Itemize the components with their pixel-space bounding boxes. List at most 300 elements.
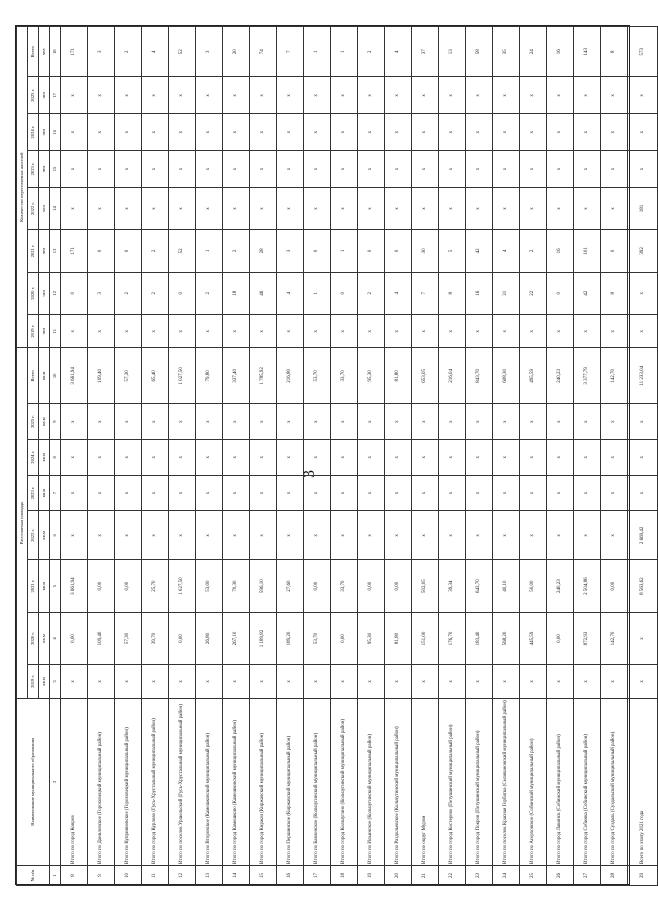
row-number: 9 [88, 865, 115, 885]
table-cell: 0 [358, 230, 385, 272]
table-cell: 1 [304, 272, 331, 314]
header-unit: кв.м [39, 511, 50, 560]
table-cell: х [601, 475, 628, 511]
table-cell: 27,60 [277, 560, 304, 612]
table-cell: 53,70 [304, 348, 331, 404]
table-cell: х [142, 665, 169, 698]
rotated-table-container [16, 26, 645, 886]
table-row [547, 27, 574, 886]
row-number: 12 [169, 865, 196, 885]
table-cell: х [547, 151, 574, 188]
table-cell: 5 [439, 230, 466, 272]
table-cell: х [574, 114, 601, 151]
table-cell: х [493, 404, 520, 440]
table-cell: х [601, 511, 628, 560]
table-cell: 1 [331, 27, 358, 77]
table-cell: х [277, 439, 304, 475]
table-cell: х [358, 511, 385, 560]
table-row [439, 27, 466, 886]
table-cell: х [493, 439, 520, 475]
table-cell: х [277, 665, 304, 698]
column-index: 11 [50, 314, 61, 347]
table-cell: х [493, 151, 520, 188]
table-cell: х [439, 314, 466, 347]
header-year: 2020 г. [28, 612, 39, 664]
table-cell: 0,00 [61, 612, 88, 664]
table-cell: 171 [61, 27, 88, 77]
column-index: 15 [50, 151, 61, 188]
table-cell: х [601, 77, 628, 114]
table-cell: 0 [115, 230, 142, 272]
table-cell: х [358, 665, 385, 698]
municipality-name: Итого по город Костерево (Петушинский муниципальный район) [439, 698, 466, 865]
municipality-name: Итого по город Суздаль (Суздальский муниципальный район) [601, 698, 628, 865]
table-cell: х [439, 404, 466, 440]
table-cell: х [304, 439, 331, 475]
table-cell: х [142, 439, 169, 475]
row-number: 13 [196, 865, 223, 885]
column-index: 17 [50, 77, 61, 114]
table-cell: х [520, 314, 547, 347]
table-cell: 81,80 [385, 612, 412, 664]
table-cell: 568,20 [493, 612, 520, 664]
table-cell: 26,80 [196, 612, 223, 664]
table-cell: х [61, 665, 88, 698]
table-cell: 0,00 [385, 560, 412, 612]
row-number: 17 [304, 865, 331, 885]
row-number: 10 [115, 865, 142, 885]
table-cell: х [169, 151, 196, 188]
table-cell: х [223, 314, 250, 347]
column-index: 18 [50, 27, 61, 77]
table-cell: 20 [223, 27, 250, 77]
table-cell: 240,23 [547, 560, 574, 612]
table-cell: 240,23 [547, 348, 574, 404]
table-cell: 0,00 [115, 560, 142, 612]
header-row-groups [17, 27, 28, 886]
table-cell: х [628, 439, 658, 475]
table-cell: 74 [250, 27, 277, 77]
row-number: 28 [601, 865, 628, 885]
table-cell: х [412, 439, 439, 475]
table-cell: х [61, 511, 88, 560]
table-row [331, 27, 358, 886]
table-cell: х [493, 187, 520, 229]
table-cell: х [115, 404, 142, 440]
table-cell: 2 669,42 [628, 511, 658, 560]
table-cell: х [169, 665, 196, 698]
table-cell: 189,20 [277, 612, 304, 664]
row-number: 23 [466, 865, 493, 885]
table-cell: х [385, 187, 412, 229]
table-cell: 3 661,94 [61, 348, 88, 404]
header-unit: чел [39, 272, 50, 314]
table-row [412, 27, 439, 886]
header-num: № п/п [17, 865, 50, 885]
table-row [115, 27, 142, 886]
table-row [358, 27, 385, 886]
table-cell: 0 [547, 272, 574, 314]
table-cell: х [88, 404, 115, 440]
table-cell: х [169, 77, 196, 114]
table-cell: х [385, 151, 412, 188]
table-cell: х [412, 77, 439, 114]
column-index: 5 [50, 560, 61, 612]
municipality-name: Итого по город Покров (Петушинский муниципальный район) [466, 698, 493, 865]
table-cell: х [601, 187, 628, 229]
column-index: 8 [50, 439, 61, 475]
table-cell: х [142, 404, 169, 440]
table-cell: х [223, 511, 250, 560]
table-cell: 573 [628, 27, 658, 77]
municipality-name: Итого по Второвское (Камешковский муниципальный район) [196, 698, 223, 865]
table-cell: х [331, 665, 358, 698]
table-cell: 0,00 [88, 560, 115, 612]
row-number: 26 [547, 865, 574, 885]
table-cell: х [439, 665, 466, 698]
table-cell: х [574, 187, 601, 229]
table-cell: х [277, 114, 304, 151]
table-cell: 50,00 [520, 560, 547, 612]
table-cell: 643,70 [466, 560, 493, 612]
table-cell: х [358, 439, 385, 475]
table-cell: х [628, 404, 658, 440]
header-area-group: Расселяемая площадь [17, 348, 28, 698]
table-cell: 183,40 [466, 612, 493, 664]
table-cell: х [601, 439, 628, 475]
table-row [169, 27, 196, 886]
row-number: 16 [277, 865, 304, 885]
table-cell: х [628, 612, 658, 664]
table-cell: х [385, 665, 412, 698]
header-year: 2019 г. [28, 665, 39, 698]
table-cell: х [331, 404, 358, 440]
table-cell: х [304, 314, 331, 347]
row-number: 22 [439, 865, 466, 885]
column-index: 3 [50, 665, 61, 698]
table-cell: х [547, 665, 574, 698]
municipality-name: Итого по город Киржач (Киржачский муниципальный район) [250, 698, 277, 865]
table-cell: х [385, 404, 412, 440]
table-cell: 8 [601, 27, 628, 77]
table-cell: х [196, 151, 223, 188]
header-unit: кв.м [39, 665, 50, 698]
table-cell: х [250, 114, 277, 151]
table-cell: х [466, 114, 493, 151]
header-unit: кв.м [39, 348, 50, 404]
table-cell: х [142, 151, 169, 188]
table-cell: 608,30 [493, 348, 520, 404]
table-cell: 81,80 [385, 348, 412, 404]
table-cell: х [196, 187, 223, 229]
table-cell: х [250, 475, 277, 511]
table-cell: 0,00 [358, 560, 385, 612]
table-cell: х [574, 314, 601, 347]
table-cell: х [223, 475, 250, 511]
column-index: 13 [50, 230, 61, 272]
table-cell: х [223, 114, 250, 151]
table-cell: 2 [115, 272, 142, 314]
table-cell: х [304, 77, 331, 114]
table-cell: х [304, 511, 331, 560]
table-cell: х [385, 439, 412, 475]
table-cell: х [250, 511, 277, 560]
table-cell: 42 [574, 272, 601, 314]
table-cell: х [628, 272, 658, 314]
resettlement-table [16, 26, 658, 886]
table-cell: х [115, 187, 142, 229]
table-cell: 216,80 [277, 348, 304, 404]
table-cell: х [412, 114, 439, 151]
table-cell: 70,30 [223, 560, 250, 612]
table-cell: 2 [358, 27, 385, 77]
row-number: 14 [223, 865, 250, 885]
table-cell: х [250, 439, 277, 475]
table-cell: х [331, 187, 358, 229]
header-year: 2019 г. [28, 314, 39, 347]
table-cell: х [547, 77, 574, 114]
table-cell: 151,00 [412, 612, 439, 664]
table-cell: х [169, 114, 196, 151]
table-cell: 653,05 [412, 348, 439, 404]
table-cell: х [385, 114, 412, 151]
table-cell: х [61, 77, 88, 114]
table-cell: х [466, 187, 493, 229]
table-cell: х [358, 475, 385, 511]
table-cell: 171 [61, 230, 88, 272]
table-cell: х [385, 475, 412, 511]
header-unit: чел [39, 187, 50, 229]
table-cell: х [304, 151, 331, 188]
table-cell: 142,70 [601, 612, 628, 664]
table-cell: 3 661,94 [61, 560, 88, 612]
table-cell: х [574, 404, 601, 440]
table-cell: 13 [439, 27, 466, 77]
table-cell: х [574, 475, 601, 511]
header-year: 2025 г. [28, 404, 39, 440]
table-cell: 0 [331, 272, 358, 314]
table-cell: х [196, 665, 223, 698]
table-cell: х [439, 77, 466, 114]
table-cell: х [331, 511, 358, 560]
table-cell: 46 [250, 272, 277, 314]
table-cell: 3 [88, 272, 115, 314]
table-row [304, 27, 331, 886]
table-cell: 0,00 [601, 560, 628, 612]
row-number: 11 [142, 865, 169, 885]
table-cell: х [142, 187, 169, 229]
municipality-name: Итого по Першинское (Киржачский муниципальный район) [277, 698, 304, 865]
table-cell: х [385, 511, 412, 560]
header-year: 2021 г. [28, 230, 39, 272]
table-cell: х [412, 475, 439, 511]
table-cell: 1 [331, 230, 358, 272]
header-year: 2021 г. [28, 560, 39, 612]
table-cell: х [628, 114, 658, 151]
header-unit: кв.м [39, 439, 50, 475]
table-cell: х [358, 404, 385, 440]
header-unit: чел [39, 314, 50, 347]
table-cell: 39,70 [142, 612, 169, 664]
table-cell: х [547, 475, 574, 511]
table-cell: 52 [169, 230, 196, 272]
table-cell: 24 [520, 27, 547, 77]
municipality-name: Итого по город Камешково (Камешковский муниципальный район) [223, 698, 250, 865]
table-cell: 95,30 [358, 612, 385, 664]
table-row [142, 27, 169, 886]
table-cell: х [547, 511, 574, 560]
table-body [61, 27, 658, 886]
table-cell: х [142, 511, 169, 560]
table-cell: 109,40 [88, 612, 115, 664]
municipality-name: Итого по Раздольевское (Кольчугинский муниципальный район) [385, 698, 412, 865]
table-cell: х [115, 77, 142, 114]
table-cell: 58 [466, 27, 493, 77]
table-cell: х [574, 151, 601, 188]
table-cell: х [304, 665, 331, 698]
table-cell: х [466, 439, 493, 475]
table-header [17, 27, 61, 886]
table-cell: х [331, 77, 358, 114]
table-cell: 216,04 [439, 348, 466, 404]
header-unit: кв.м [39, 612, 50, 664]
page-number: 3 [301, 470, 318, 478]
table-cell: х [88, 475, 115, 511]
table-cell: х [88, 187, 115, 229]
table-cell: х [277, 475, 304, 511]
table-cell: х [412, 511, 439, 560]
table-cell: 4 [385, 272, 412, 314]
table-cell: х [439, 151, 466, 188]
table-cell: х [250, 404, 277, 440]
header-unit: чел [39, 77, 50, 114]
table-cell: х [628, 475, 658, 511]
table-cell: х [439, 114, 466, 151]
document-table-scan [15, 25, 645, 885]
table-cell: х [304, 404, 331, 440]
table-cell: х [277, 187, 304, 229]
row-number: 21 [412, 865, 439, 885]
table-cell: х [493, 314, 520, 347]
municipality-name: Итого по город Кольчугино (Кольчугинский муниципальный район) [331, 698, 358, 865]
table-cell: х [385, 314, 412, 347]
table-cell: 0,00 [547, 612, 574, 664]
header-unit: кв.м [39, 560, 50, 612]
table-cell: 11 233,04 [628, 348, 658, 404]
header-year: 2024 г. [28, 114, 39, 151]
column-index: 4 [50, 612, 61, 664]
table-cell: 2 504,86 [574, 560, 601, 612]
header-year: 2022 г. [28, 187, 39, 229]
table-cell: х [115, 114, 142, 151]
table-cell: 109,40 [88, 348, 115, 404]
table-cell: 30 [412, 230, 439, 272]
municipality-name: Всего по этапу 2021 года [628, 698, 658, 865]
table-cell: 0 [385, 230, 412, 272]
table-cell: 176,70 [439, 612, 466, 664]
table-cell: х [277, 314, 304, 347]
header-year: 2022 г. [28, 511, 39, 560]
table-cell: х [223, 665, 250, 698]
table-cell: х [574, 511, 601, 560]
table-cell: х [304, 187, 331, 229]
table-cell: х [520, 151, 547, 188]
table-cell: 0,00 [169, 612, 196, 664]
table-cell: 337,40 [223, 348, 250, 404]
table-cell: х [196, 314, 223, 347]
table-cell: х [628, 314, 658, 347]
municipality-name: Итого по Асерховское (Собинский муниципальный район) [520, 698, 547, 865]
table-cell: 0 [601, 230, 628, 272]
table-cell: х [88, 77, 115, 114]
header-row-index [50, 27, 61, 886]
table-cell: 2 [223, 230, 250, 272]
header-unit: чел [39, 230, 50, 272]
table-cell: х [277, 404, 304, 440]
table-cell: 95,30 [358, 348, 385, 404]
table-cell: х [628, 151, 658, 188]
table-cell: 392 [628, 230, 658, 272]
table-cell: х [412, 314, 439, 347]
table-cell: х [520, 439, 547, 475]
table-row [250, 27, 277, 886]
table-cell: 0 [61, 272, 88, 314]
table-cell: 445,59 [520, 612, 547, 664]
municipality-name: Итого по поселок Красная Горбатка (Селивановский муниципальный район) [493, 698, 520, 865]
table-cell: х [115, 151, 142, 188]
header-unit: чел [39, 151, 50, 188]
table-cell: 8 [601, 272, 628, 314]
table-cell: х [277, 151, 304, 188]
table-cell: х [358, 114, 385, 151]
table-cell: 0 [304, 230, 331, 272]
table-cell: х [520, 511, 547, 560]
table-cell: х [331, 114, 358, 151]
table-cell: х [88, 439, 115, 475]
row-number: 8 [61, 865, 88, 885]
header-unit: чел [39, 27, 50, 77]
table-cell: 2 [142, 230, 169, 272]
table-cell: 4 [142, 27, 169, 77]
table-cell: 35 [493, 27, 520, 77]
municipality-name: Итого по город Лакинск (Собинский муниципальный район) [547, 698, 574, 865]
table-cell: 0 [169, 272, 196, 314]
table-row [601, 27, 628, 886]
table-cell: 3 [277, 230, 304, 272]
header-municipality: Наименование муниципального образования [17, 698, 50, 865]
table-cell: х [358, 187, 385, 229]
row-number: 25 [520, 865, 547, 885]
table-cell: х [223, 77, 250, 114]
table-cell: х [61, 114, 88, 151]
table-cell: х [466, 404, 493, 440]
table-cell: х [601, 114, 628, 151]
table-cell: 596,10 [250, 560, 277, 612]
municipality-name: Итого по город Курлово (Гусь-Хрустальный муниципальный район) [142, 698, 169, 865]
table-cell: х [520, 665, 547, 698]
table-cell: 1 189,82 [250, 612, 277, 664]
table-cell: 2 [520, 230, 547, 272]
table-cell: х [412, 665, 439, 698]
table-cell: х [628, 77, 658, 114]
header-year: Всего [28, 348, 39, 404]
table-cell: 37 [412, 27, 439, 77]
header-year: 2023 г. [28, 151, 39, 188]
municipality-name: Итого по округ Муром [412, 698, 439, 865]
table-cell: х [142, 77, 169, 114]
table-cell: 495,59 [520, 348, 547, 404]
table-cell: х [250, 665, 277, 698]
